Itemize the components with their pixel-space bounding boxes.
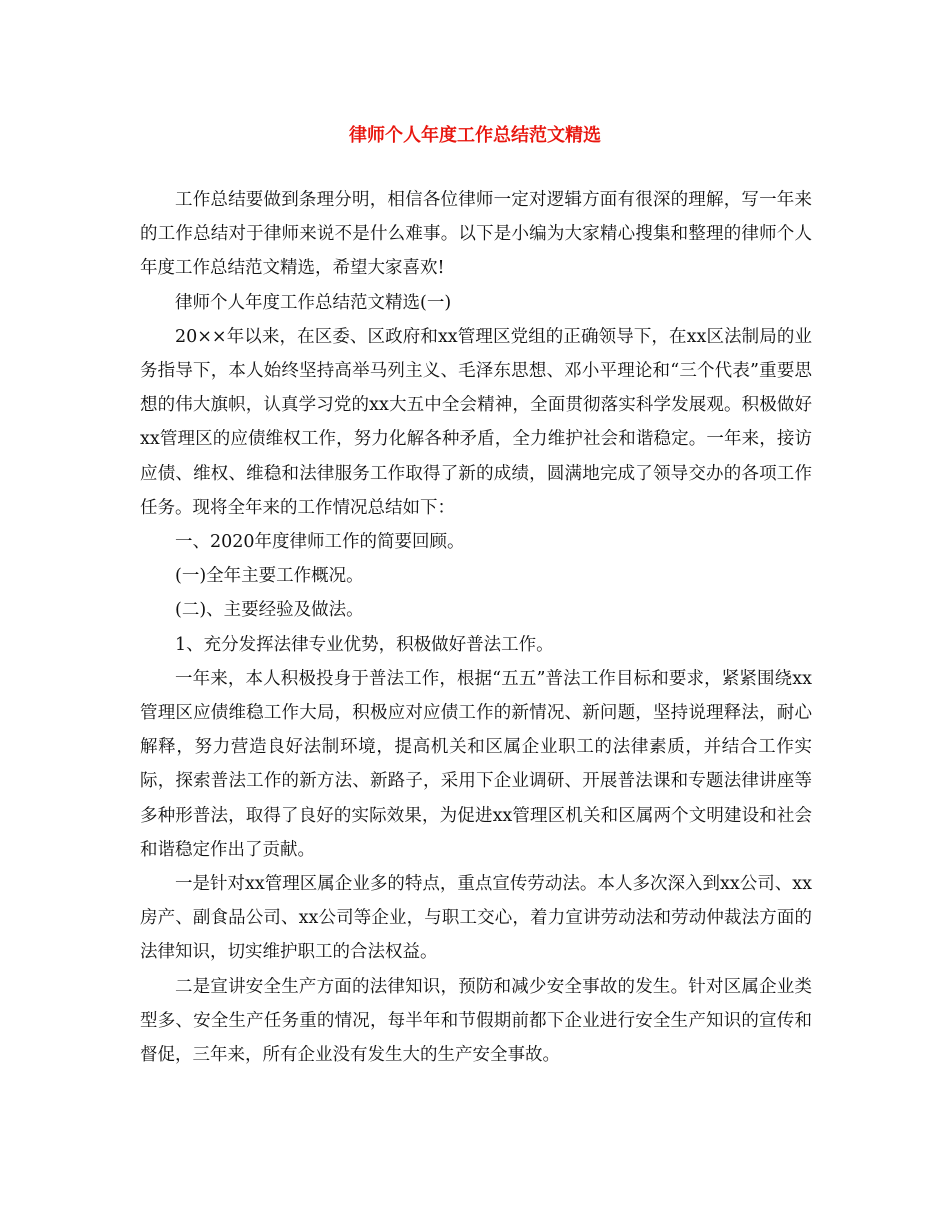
- heading-experience: (二)、主要经验及做法。: [175, 600, 364, 621]
- document-title: 律师个人年度工作总结范文精选: [349, 125, 601, 146]
- paragraph-safety: 二是宣讲安全生产方面的法律知识，预防和减少安全事故的发生。针对区属企业类型多、安全生产任务重的情况，每半年和节假期前都下企业进行安全生产知识的宣传和督促，三年来，所有企业没有发生大的生产安全事故。: [140, 976, 812, 1066]
- heading-work-overview: (一)全年主要工作概况。: [175, 566, 364, 587]
- paragraph-intro: 工作总结要做到条理分明，相信各位律师一定对逻辑方面有很深的理解，写一年来的工作总结对于律师来说不是什么难事。以下是小编为大家精心搜集和整理的律师个人年度工作总结范文精选，希望大家喜欢!: [140, 190, 812, 279]
- section-heading-one: 律师个人年度工作总结范文精选(一): [175, 292, 452, 313]
- document-body: [140, 183, 812, 1072]
- paragraph-labor-law: 一是针对xx管理区属企业多的特点，重点宣传劳动法。本人多次深入到xx公司、xx房产、副食品公司、xx公司等企业，与职工交心，着力宣讲劳动法和劳动仲裁法方面的法律知识，切实维护职工的合法权益。: [140, 874, 812, 963]
- heading-legal-education: 1、充分发挥法律专业优势，积极做好普法工作。: [175, 634, 554, 655]
- heading-review: 一、2020年度律师工作的简要回顾。: [175, 532, 465, 553]
- paragraph-legal-education: 一年来，本人积极投身于普法工作，根据“五五”普法工作目标和要求，紧紧围绕xx管理区应债维稳工作大局，积极应对应债工作的新情况、新问题，坚持说理释法，耐心解释，努力营造良好法制环境，提高机关和区属企业职工的法律素质，并结合工作实际，探索普法工作的新方法、新路子，采用下企业调研、开展普法课和专题法律讲座等多种形普法，取得了良好的实际效果，为促进xx管理区机关和区属两个文明建设和社会和谐稳定作出了贡献。: [140, 668, 812, 860]
- paragraph-overview: 20××年以来，在区委、区政府和xx管理区党组的正确领导下，在xx区法制局的业务指导下，本人始终坚持高举马列主义、毛泽东思想、邓小平理论和“三个代表”重要思想的伟大旗帜，认真学习党的xx大五中全会精神，全面贯彻落实科学发展观。积极做好xx管理区的应债维权工作，努力化解各种矛盾，全力维护社会和谐稳定。一年来，接访应债、维权、维稳和法律服务工作取得了新的成绩，圆满地完成了领导交办的各项工作任务。现将全年来的工作情况总结如下：: [140, 326, 812, 518]
